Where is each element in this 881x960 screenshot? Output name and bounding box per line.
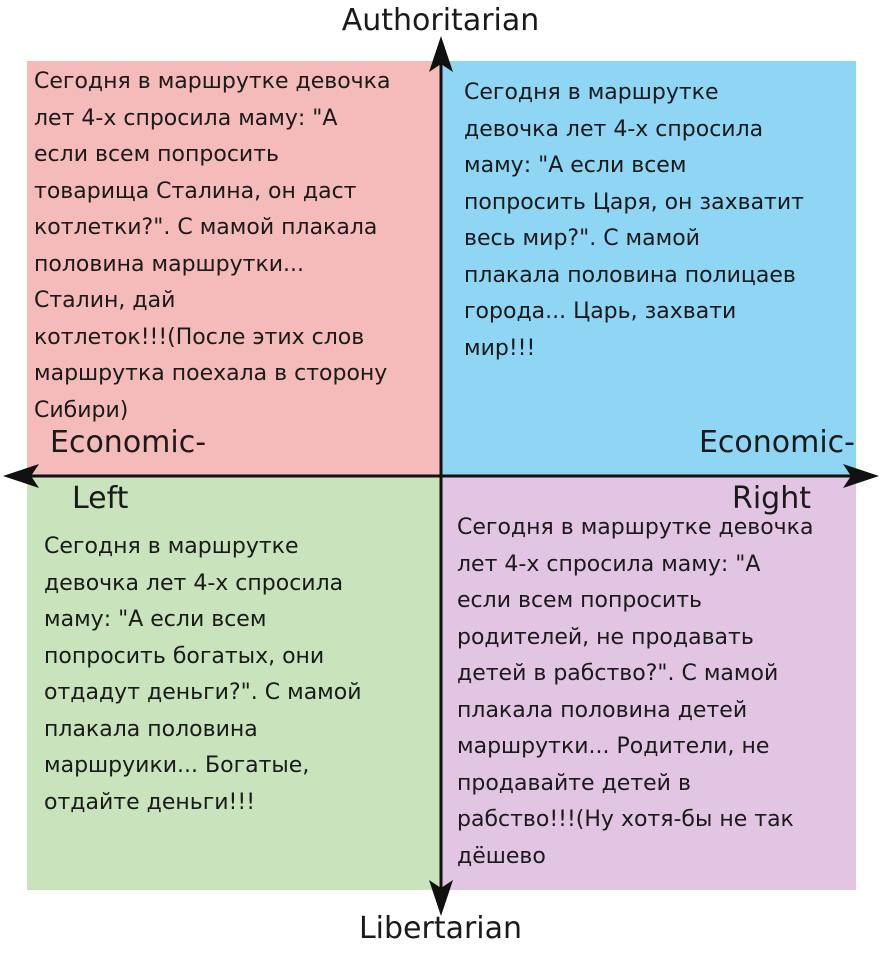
axis-label-economic-right-line1: Economic- <box>698 425 855 460</box>
quadrant-text-authoritarian-right: Сегодня в маршрутке девочка лет 4-х спросила маму: "А если всем попросить Царя, он захватит весь мир?". С мамой плакала половина полицаев города... Царь, захвати мир!!! <box>464 80 804 361</box>
axis-label-economic-left-line2: Left <box>72 481 129 516</box>
axis-label-authoritarian: Authoritarian <box>341 3 540 38</box>
axis-label-economic-left-line1: Economic- <box>50 425 207 460</box>
axis-label-libertarian: Libertarian <box>358 911 523 946</box>
axis-label-economic-right-line2: Right <box>732 481 811 516</box>
quadrant-text-authoritarian-left: Сегодня в маршрутке девочка лет 4-х спросила маму: "А если всем попросить товарища Сталина, он даст котлетки?". С мамой плакала половина маршрутки... Сталин, дай котлеток!!!(После этих слов маршрутка поехала в сторону Сибири) <box>34 69 391 423</box>
quadrant-text-libertarian-left: Сегодня в маршрутке девочка лет 4-х спросила маму: "А если всем попросить богатых, они отдадут деньги?". С мамой плакала половина маршруики... Богатые, отдайте деньги!!! <box>44 534 362 815</box>
quadrant-text-libertarian-right: Сегодня в маршрутке девочка лет 4-х спросила маму: "А если всем попросить родителей, не продавать детей в рабство?". С мамой плакала половина детей маршрутки... Родители, не продавайте детей в рабство!!!(Ну хотя-бы не так дёшево <box>457 515 814 869</box>
